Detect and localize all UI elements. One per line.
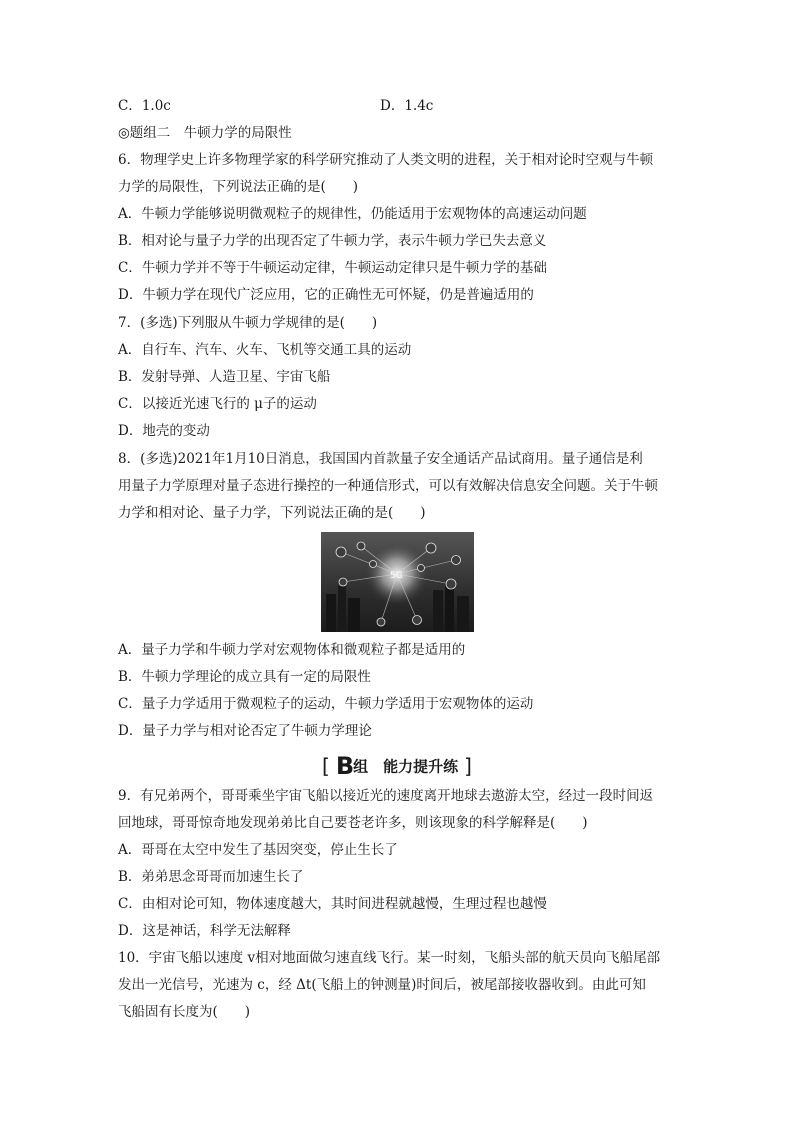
q6-option-b: B．相对论与量子力学的出现否定了牛顿力学，表示牛顿力学已失去意义 [118, 233, 547, 249]
group-letter: B [335, 752, 354, 780]
q6-stem-line2: 力学的局限性，下列说法正确的是( ) [118, 179, 359, 195]
q8-stem-line1: 8．(多选)2021年1月10日消息，我国国内首款量子安全通话产品试商用。量子通信是利 [118, 451, 643, 467]
quantum-network-image [321, 532, 474, 632]
q9-option-d: D．这是神话，科学无法解释 [118, 923, 291, 939]
q6-option-c: C．牛顿力学并不等于牛顿运动定律，牛顿运动定律只是牛顿力学的基础 [118, 260, 547, 276]
q10-stem-line1: 10．宇宙飞船以速度 v相对地面做匀速直线飞行。某一时刻，飞船头部的航天员向飞船尾部 [118, 950, 661, 966]
q8-option-b: B．牛顿力学理论的成立具有一定的局限性 [118, 669, 371, 685]
q8-option-c: C．量子力学适用于微观粒子的运动，牛顿力学适用于宏观物体的运动 [118, 696, 534, 712]
section-title: ◎题组二 牛顿力学的局限性 [118, 125, 292, 141]
q7-option-a: A．自行车、汽车、火车、飞机等交通工具的运动 [118, 342, 412, 358]
q8-option-a: A．量子力学和牛顿力学对宏观物体和微观粒子都是适用的 [118, 642, 466, 658]
q10-stem-line2: 发出一光信号，光速为 c，经 Δt(飞船上的钟测量)时间后，被尾部接收器收到。由此可知 [118, 977, 646, 993]
figure-5g-label: 5G [390, 571, 403, 581]
q6-option-a: A．牛顿力学能够说明微观粒子的规律性，仍能适用于宏观物体的高速运动问题 [118, 206, 587, 222]
q6-stem-line1: 6．物理学史上许多物理学家的科学研究推动了人类文明的进程，关于相对论时空观与牛顿 [118, 152, 654, 168]
q5-option-c: C．1.0c [118, 98, 171, 114]
group-b-heading [0, 752, 794, 780]
q10-stem-line3: 飞船固有长度为( ) [118, 1004, 251, 1020]
q9-option-c: C．由相对论可知，物体速度越大，其时间进程就越慢，生理过程也越慢 [118, 896, 547, 912]
left-bracket-icon: [ [322, 754, 330, 778]
q7-stem: 7．(多选)下列服从牛顿力学规律的是( ) [118, 315, 378, 331]
q6-option-d: D．牛顿力学在现代广泛应用，它的正确性无可怀疑，仍是普遍适用的 [118, 287, 534, 303]
q8-stem-line3: 力学和相对论、量子力学，下列说法正确的是( ) [118, 505, 426, 521]
q9-option-b: B．弟弟思念哥哥而加速生长了 [118, 869, 304, 885]
q9-stem-line1: 9．有兄弟两个，哥哥乘坐宇宙飞船以接近光的速度离开地球去遨游太空，经过一段时间返 [118, 788, 654, 804]
q9-stem-line2: 回地球，哥哥惊奇地发现弟弟比自己要苍老许多，则该现象的科学解释是( ) [118, 815, 588, 831]
q7-option-d: D．地壳的变动 [118, 423, 210, 439]
q8-option-d: D．量子力学与相对论否定了牛顿力学理论 [118, 723, 372, 739]
q5-option-d: D．1.4c [380, 98, 434, 114]
right-bracket-icon: ] [464, 754, 472, 778]
q9-option-a: A．哥哥在太空中发生了基因突变，停止生长了 [118, 842, 398, 858]
q7-option-c: C．以接近光速飞行的 μ子的运动 [118, 396, 317, 412]
q7-option-b: B．发射导弹、人造卫星、宇宙飞船 [118, 369, 331, 385]
group-label: 组 能力提升练 [353, 757, 459, 776]
q8-stem-line2: 用量子力学原理对量子态进行操控的一种通信形式，可以有效解决信息安全问题。关于牛顿 [118, 478, 658, 494]
